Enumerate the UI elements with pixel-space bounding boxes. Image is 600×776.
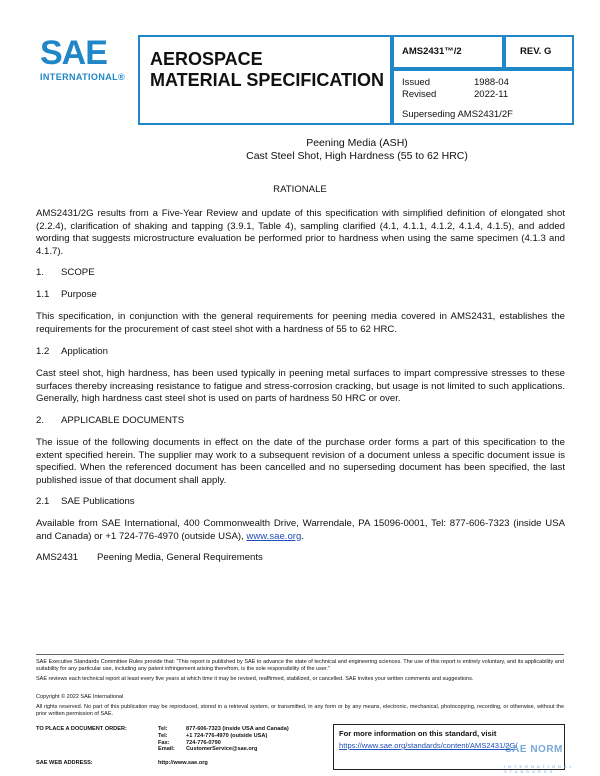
sae-logo: SAE: [40, 34, 107, 72]
section-2-1-text: [36, 518, 565, 543]
superseding-note: Superseding AMS2431/2F: [402, 109, 513, 120]
section-number: 1.2: [36, 346, 50, 357]
section-number: 1.1: [36, 289, 50, 300]
tel-value: 877-606-7323 (inside USA and Canada): [186, 726, 289, 732]
revision-box: [504, 35, 574, 69]
order-label: TO PLACE A DOCUMENT ORDER:: [36, 726, 127, 732]
section-2-1-period: .: [301, 530, 304, 542]
watermark-text: SAE NORM: [505, 744, 563, 755]
web-address-value[interactable]: http://www.sae.org: [158, 760, 208, 766]
more-info-title: For more information on this standard, visit: [339, 729, 497, 738]
document-subtitle: [57, 137, 600, 163]
section-number: 2.: [36, 415, 45, 426]
title-line-1: AEROSPACE: [150, 49, 263, 69]
section-title: APPLICABLE DOCUMENTS: [61, 415, 185, 426]
footer-divider: [36, 654, 564, 655]
section-2-1-heading: [36, 496, 135, 507]
footer-review-text: SAE reviews each technical report at least every five years at which time it may be revised, reaffirmed, stabilized, or cancelled. SAE invites your written comments and suggestions.: [36, 676, 474, 682]
footer-copyright: Copyright © 2022 SAE International: [36, 694, 124, 700]
title-line-2: MATERIAL SPECIFICATION: [150, 70, 384, 90]
fax-value: 724-776-0790: [186, 739, 221, 746]
issued-value: 1988-04: [474, 77, 509, 88]
standard-page-link[interactable]: https://www.sae.org/standards/content/AMS2431/2G/: [339, 741, 518, 750]
subtitle-line-2: Cast Steel Shot, High Hardness (55 to 62 HRC): [246, 150, 468, 162]
document-type-title: [150, 49, 384, 91]
reference-code: AMS2431: [36, 552, 79, 563]
tel2-value: +1 724-776-4970 (outside USA): [186, 732, 268, 739]
section-1-2-heading: [36, 346, 108, 357]
dates-box: [392, 69, 574, 125]
section-title: SAE Publications: [61, 496, 135, 507]
reference-entry: [36, 552, 263, 563]
section-title: Purpose: [61, 289, 97, 300]
email-label: Email:: [158, 746, 175, 753]
footer-rights-text: All rights reserved. No part of this publication may be reproduced, stored in a retrieval system, or transmitted, in any form or by any means, electronic, mechanical, photocopying, recording, or otherwise, without the prior written permission of SAE.: [36, 704, 564, 717]
section-number: 2.1: [36, 496, 50, 507]
watermark-subtext: INTERNATIONAL STANDARDS: [504, 764, 575, 774]
reference-title: Peening Media, General Requirements: [97, 552, 263, 563]
fax-label: Fax:: [158, 739, 170, 746]
order-contacts: [158, 726, 289, 753]
issued-label: Issued: [402, 77, 430, 88]
sae-logo-international: INTERNATIONAL®: [40, 72, 126, 82]
tel-label: Tel:: [158, 726, 168, 732]
section-1-1-text: This specification, in conjunction with the general requirements for peening media covered in AMS2431, establishes the requirements for the procurement of cast steel shot with a hardness of 55 to 62 HRC.: [36, 311, 565, 335]
section-title: Application: [61, 346, 108, 357]
sae-website-link[interactable]: www.sae.org: [246, 530, 302, 542]
rationale-heading: RATIONALE: [273, 184, 327, 195]
revised-label: Revised: [402, 89, 437, 100]
doc-number-box: [392, 35, 504, 69]
section-2-1-body: Available from SAE International, 400 Commonwealth Drive, Warrendale, PA 15096-0001, Tel: 877-606-7323 (inside USA and Canada) or +1 724-776-4970 (outside USA),: [36, 518, 565, 542]
section-number: 1.: [36, 267, 45, 278]
section-1-2-text: Cast steel shot, high hardness, has been used typically in peening metal surfaces to impart compressive stresses to these surfaces thereby increasing resistance to fatigue and stress-corrosion cracking, but usage is not limited to such applications. Generally, high hardness cast steel shot is used on parts of hardness 50 HRC or over.: [36, 368, 565, 405]
web-address-label: SAE WEB ADDRESS:: [36, 760, 93, 766]
section-1-heading: [36, 267, 95, 278]
email-value[interactable]: CustomerService@sae.org: [186, 746, 258, 753]
section-2-heading: [36, 415, 184, 426]
revision-label: REV. G: [520, 46, 552, 57]
subtitle-line-1: Peening Media (ASH): [306, 137, 408, 149]
tel2-label: Tel:: [158, 732, 168, 739]
footer-rules-text: SAE Executive Standards Committee Rules provide that: “This report is published by SAE to advance the state of technical and engineering sciences. The use of this report is entirely voluntary, and its applicability and suitability for any particular use, including any patent infringement arising therefrom, is the sole responsibility of the user.”: [36, 659, 564, 672]
rationale-text: AMS2431/2G results from a Five-Year Review and update of this specification with simplified definition of elongated shot (2.2.4), clarification of shaking and tapping (3.9.1, Table 4), sampling clarified (4.1, 4.1.1, 4.1.2, 4.1.4, 4.1.5), and added wording that suggests microstructure evaluation be performed prior to hardness when using the same specimen (4.1.3 and 4.1.7).: [36, 208, 565, 257]
section-title: SCOPE: [61, 267, 95, 278]
doc-number: AMS2431™/2: [402, 46, 462, 57]
section-1-1-heading: [36, 289, 97, 300]
revised-value: 2022-11: [474, 89, 509, 100]
section-2-text: The issue of the following documents in effect on the date of the purchase order forms a part of this specification to the extent specified herein. The supplier may work to a subsequent revision of a document unless a specific document issue is specified. When the referenced document has been cancelled and no superseding document has been specified, the last published issue of that document shall apply.: [36, 437, 565, 486]
